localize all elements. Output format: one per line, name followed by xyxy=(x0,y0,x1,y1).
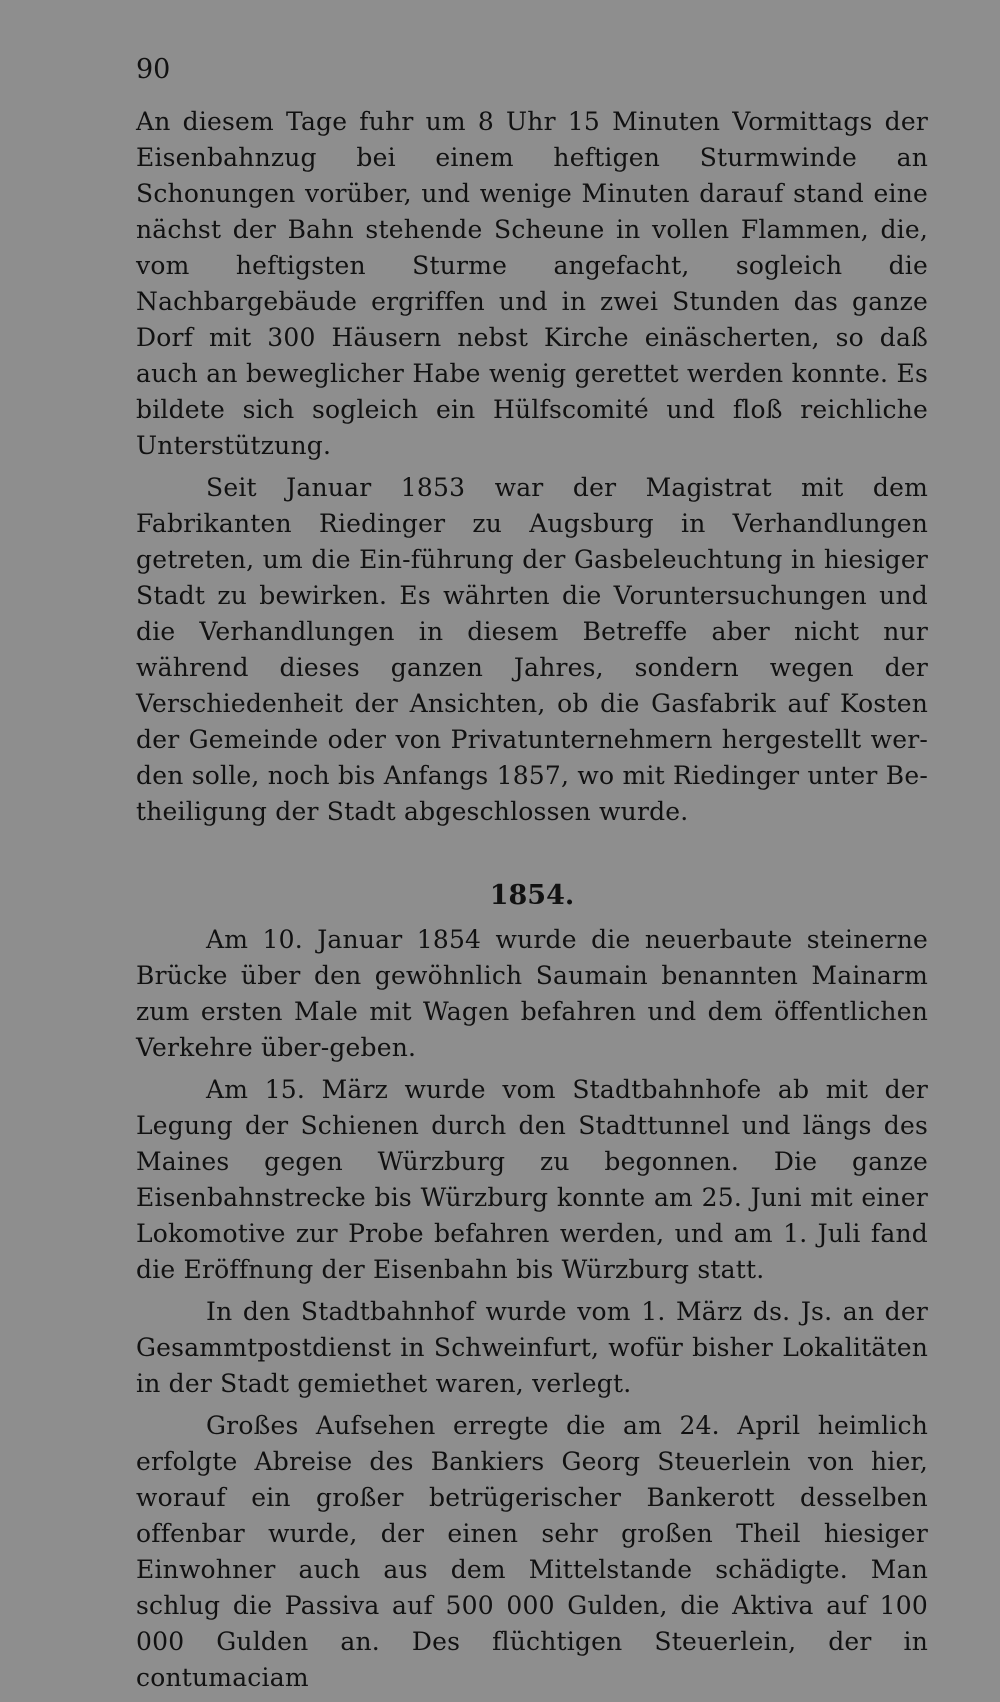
year-heading: 1854. xyxy=(489,880,575,911)
page-number: 90 xyxy=(136,54,171,85)
paragraph-stone-bridge: Am 10. Januar 1854 wurde die neuerbaute steinerne Brücke über den gewöhnlich Saumain benannten Mainarm zum ersten Male mit Wagen befahren und dem öffentlichen Verkehre über-geben. xyxy=(136,925,928,1062)
paragraph-banker-steuerlein: Großes Aufsehen erregte die am 24. April heimlich erfolgte Abreise des Bankiers Georg Steuerlein von hier, worauf ein großer betrügerischer Bankerott desselben offenbar wurde, der einen sehr großen Theil hiesiger Einwohner auch aus dem Mittelstande schädigte. Man schlug die Passiva auf 500 000 Gulden, die Aktiva auf 100 000 Gulden an. Des flüchtigen Steuerlein, der in contumaciam xyxy=(136,1411,928,1692)
paragraph-railway-wuerzburg: Am 15. März wurde vom Stadtbahnhofe ab mit der Legung der Schienen durch den Stadttunnel und längs des Maines gegen Würzburg zu begonnen. Die ganze Eisenbahnstrecke bis Würzburg konnte am 25. Juni mit einer Lokomotive zur Probe befahren werden, und am 1. Juli fand die Eröffnung der Eisenbahn bis Würzburg statt. xyxy=(136,1075,928,1284)
paragraph-postal-service: In den Stadtbahnhof wurde vom 1. März ds. Js. an der Gesammtpostdienst in Schweinfurt, wofür bisher Lokalitäten in der Stadt gemiethet waren, verlegt. xyxy=(136,1297,928,1398)
document-page xyxy=(136,52,928,1702)
paragraph-schonungen-fire: An diesem Tage fuhr um 8 Uhr 15 Minuten Vormittags der Eisenbahnzug bei einem heftigen Sturmwinde an Schonungen vorüber, und wenige Minuten darauf stand eine nächst der Bahn stehende Scheune in vollen Flammen, die, vom heftigsten Sturme angefacht, sogleich die Nachbargebäude ergriffen und in zwei Stunden das ganze Dorf mit 300 Häusern nebst Kirche einäscherten, so daß auch an beweglicher Habe wenig gerettet werden konnte. Es bildete sich sogleich ein Hülfscomité und floß reichliche Unterstützung. xyxy=(136,107,928,460)
paragraph-gas-lighting: Seit Januar 1853 war der Magistrat mit dem Fabrikanten Riedinger zu Augsburg in Verhandlungen getreten, um die Ein-führung der Gasbeleuchtung in hiesiger Stadt zu bewirken. Es währten die Voruntersuchungen und die Verhandlungen in diesem Betreffe aber nicht nur während dieses ganzen Jahres, sondern wegen der Verschiedenheit der Ansichten, ob die Gasfabrik auf Kosten der Gemeinde oder von Privatunternehmern hergestellt wer-den solle, noch bis Anfangs 1857, wo mit Riedinger unter Be-theiligung der Stadt abgeschlossen wurde. xyxy=(136,473,928,826)
